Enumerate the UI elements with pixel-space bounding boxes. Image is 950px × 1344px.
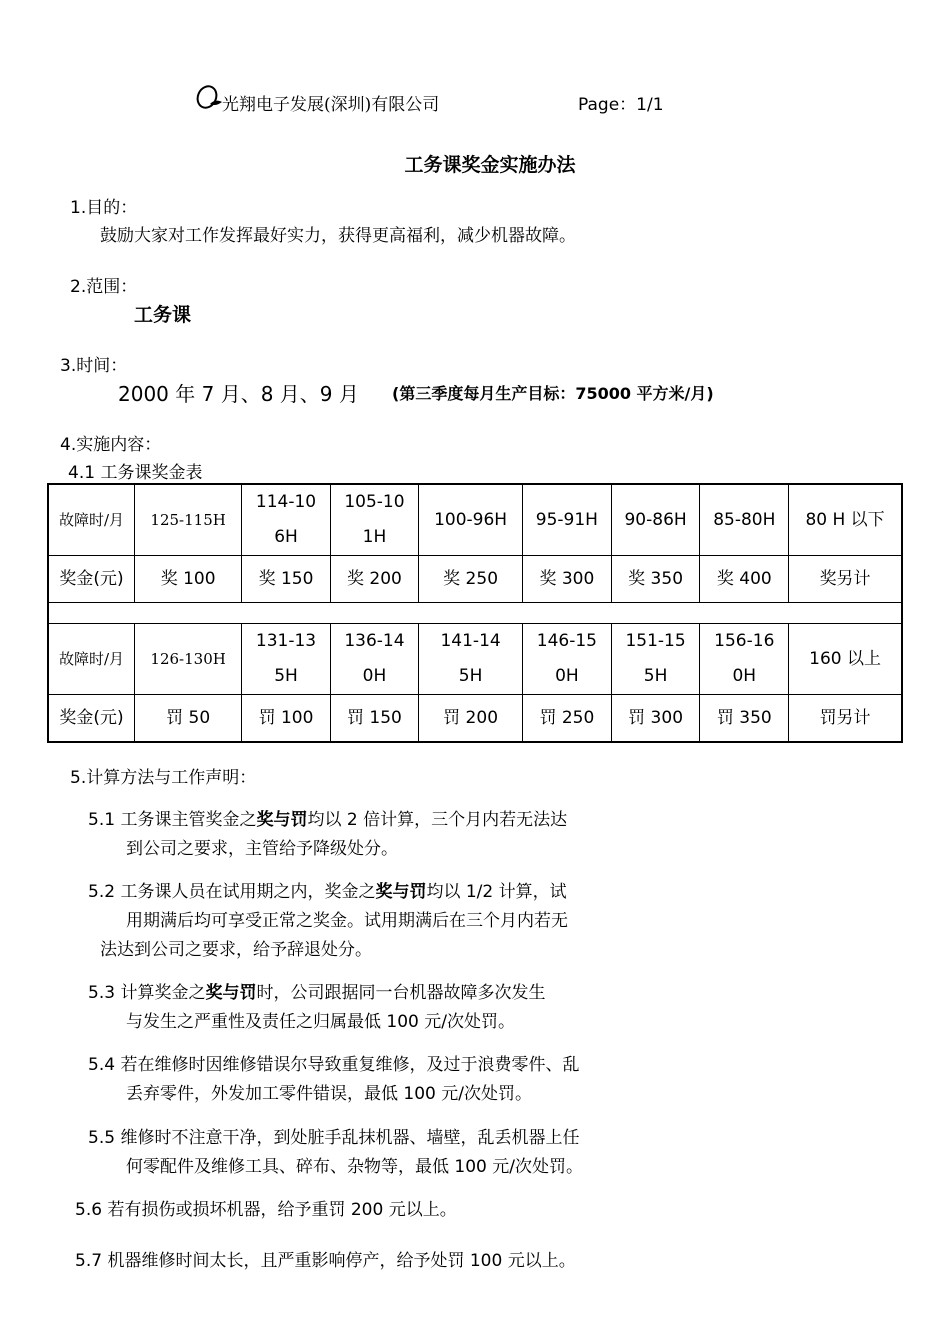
table-cell: 故障时/月	[48, 624, 135, 695]
item-5-7-line-1: 5.7 机器维修时间太长，且严重影响停产，给予处罚 100 元以上。	[75, 1251, 576, 1271]
table-cell: 125-115H	[135, 484, 242, 556]
item-5-5-line-2: 何零配件及维修工具、碎布、杂物等，最低 100 元/次处罚。	[126, 1157, 583, 1177]
spacer-row	[48, 603, 902, 624]
table-cell: 罚 100	[242, 695, 330, 743]
table-cell	[419, 624, 523, 695]
item-5-2-line-2: 用期满后均可享受正常之奖金。试用期满后在三个月内若无	[126, 911, 568, 931]
emphasis-text: 奖与罚	[256, 810, 308, 830]
item-5-1-line-1: 5.1 工务课主管奖金之奖与罚均以 2 倍计算，三个月内若无法达	[88, 810, 568, 830]
table-heading: 4.1 工务课奖金表	[68, 463, 203, 483]
company-name: 光翔电子发展(深圳)有限公司	[222, 95, 440, 115]
table-cell: 奖 150	[242, 556, 330, 603]
table-cell: 罚 50	[135, 695, 242, 743]
spacer-cell	[48, 603, 902, 624]
table-cell: 奖 200	[330, 556, 418, 603]
table-cell	[242, 624, 330, 695]
table-cell	[523, 624, 612, 695]
table-cell: 罚 150	[330, 695, 418, 743]
reward-values-row	[48, 556, 902, 603]
cell-text: 114-106H	[255, 492, 317, 547]
item-5-5-line-1: 5.5 维修时不注意干净，到处脏手乱抹机器、墙壁，乱丢机器上任	[88, 1128, 580, 1148]
emphasis-text: 奖与罚	[375, 882, 427, 902]
emphasis-text: 奖与罚	[205, 983, 257, 1003]
table-cell: 奖 400	[700, 556, 789, 603]
table-cell: 85-80H	[700, 484, 789, 556]
content-heading: 4.实施内容：	[60, 435, 162, 455]
table-cell: 奖 100	[135, 556, 242, 603]
purpose-text: 鼓励大家对工作发挥最好实力，获得更高福利，减少机器故障。	[100, 226, 576, 246]
penalty-values-row	[48, 695, 902, 743]
cell-text: 156-160H	[714, 631, 775, 686]
table-cell: 故障时/月	[48, 484, 135, 556]
item-5-6-line-1: 5.6 若有损伤或损坏机器，给予重罚 200 元以上。	[75, 1200, 457, 1220]
cell-text: 141-145H	[440, 631, 501, 686]
table-cell: 126-130H	[135, 624, 242, 695]
item-5-3-line-1: 5.3 计算奖金之奖与罚时，公司跟据同一台机器故障多次发生	[88, 983, 546, 1003]
table-cell: 罚另计	[789, 695, 902, 743]
table-cell: 奖另计	[789, 556, 902, 603]
item-5-3-line-2: 与发生之严重性及责任之归属最低 100 元/次处罚。	[126, 1012, 515, 1032]
time-note: (第三季度每月生产目标：75000 平方米/月)	[392, 384, 714, 403]
item-5-2-line-1: 5.2 工务课人员在试用期之内，奖金之奖与罚均以 1/2 计算，试	[88, 882, 567, 902]
table-cell: 奖 300	[523, 556, 612, 603]
table-cell	[330, 484, 418, 556]
table-cell	[330, 624, 418, 695]
table-cell	[242, 484, 330, 556]
table-cell: 罚 350	[700, 695, 789, 743]
table-cell: 奖 350	[611, 556, 700, 603]
cell-text: 151-155H	[625, 631, 686, 686]
scope-text: 工务课	[134, 304, 192, 326]
cell-text: 105-101H	[344, 492, 405, 547]
table-cell: 90-86H	[611, 484, 700, 556]
table-cell: 160 以上	[789, 624, 902, 695]
bonus-table	[47, 483, 903, 743]
reward-header-row	[48, 484, 902, 556]
purpose-heading: 1.目的：	[70, 198, 138, 218]
document-title: 工务课奖金实施办法	[404, 154, 576, 176]
cell-text: 146-150H	[536, 631, 597, 686]
item-5-4-line-2: 丢弃零件，外发加工零件错误，最低 100 元/次处罚。	[126, 1084, 532, 1104]
table-cell: 95-91H	[523, 484, 612, 556]
table-cell: 奖金(元)	[48, 695, 135, 743]
table-cell: 奖 250	[419, 556, 523, 603]
page-number: Page：1/1	[578, 95, 664, 115]
item-5-1-line-2: 到公司之要求，主管给予降级处分。	[126, 839, 398, 859]
table-cell: 罚 250	[523, 695, 612, 743]
table-cell: 100-96H	[419, 484, 523, 556]
section5-heading: 5.计算方法与工作声明：	[70, 768, 257, 788]
table-cell	[700, 624, 789, 695]
penalty-header-row	[48, 624, 902, 695]
cell-text: 131-135H	[255, 631, 317, 686]
table-cell: 罚 300	[611, 695, 700, 743]
time-heading: 3.时间：	[60, 356, 128, 376]
time-text: 2000 年 7 月、8 月、9 月	[118, 382, 359, 406]
item-5-4-line-1: 5.4 若在维修时因维修错误尔导致重复维修，及过于浪费零件、乱	[88, 1055, 580, 1075]
cell-text: 136-140H	[344, 631, 405, 686]
item-5-2-line-3: 法达到公司之要求，给予辞退处分。	[100, 940, 372, 960]
table-cell: 罚 200	[419, 695, 523, 743]
table-cell: 80 H 以下	[789, 484, 902, 556]
scope-heading: 2.范围：	[70, 277, 138, 297]
company-logo-icon	[196, 84, 224, 110]
table-cell	[611, 624, 700, 695]
table-cell: 奖金(元)	[48, 556, 135, 603]
